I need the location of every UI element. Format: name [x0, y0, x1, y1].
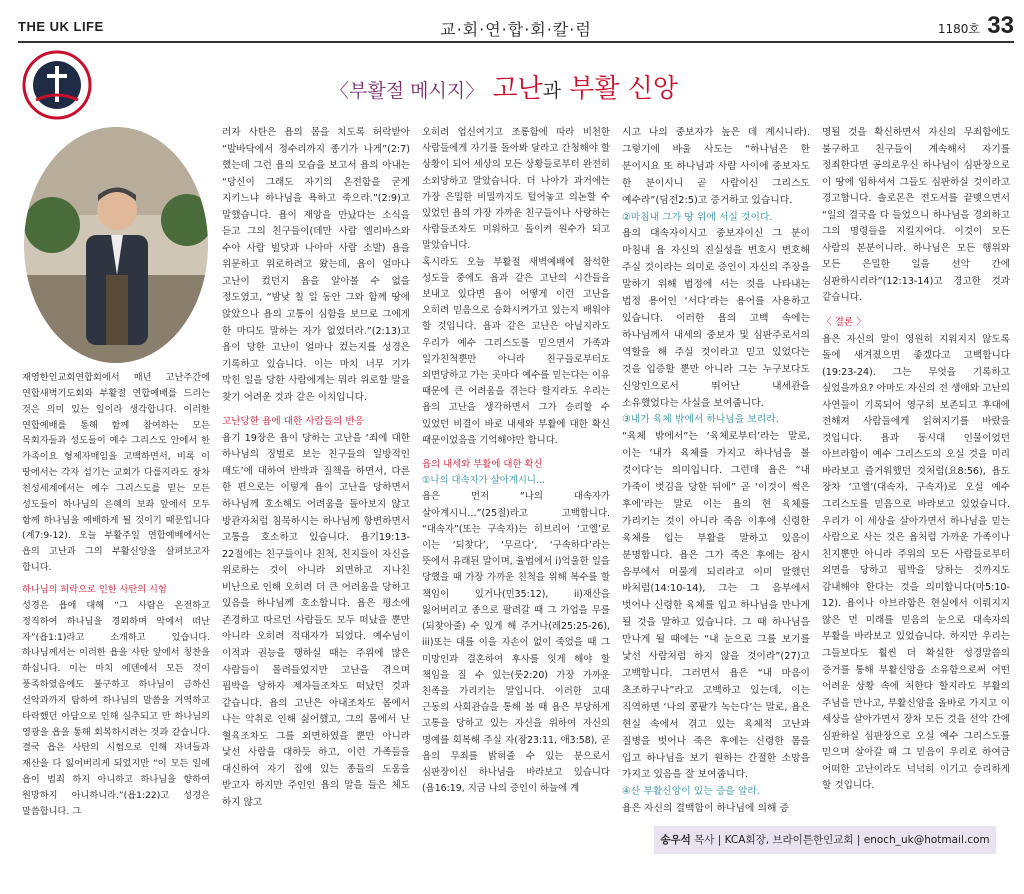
title-part1: 고난: [492, 74, 543, 104]
section-title: 교·회·연·합·회·칼·럼: [440, 20, 592, 39]
column-5: [822, 125, 1010, 795]
title-part2: 부활 신앙: [569, 74, 679, 104]
subsection-heading: ②마침내 그가 땅 위에 서실 것이다.: [622, 211, 773, 223]
article-title: [330, 68, 678, 105]
section-heading: 욥의 내세와 부활에 대한 확신: [422, 459, 543, 471]
author-role: 목사 | KCA회장, 브라이튼한인교회 | enoch_uk@hotmail.com: [694, 834, 990, 846]
intro-paragraph: 재영한인교회연합회에서 매년 고난주간에 연합새벽기도회와 부활절 연합예배를 드리는 것은 의미 있는 일이라 생각합니다. 이러한 연합예배를 통해 함께 참여하는 모든 목회자들과 성도들이 예수 그리스도 안에서 한 가족이요 형제자매임을 고백하면서, 비록 이 땅에서는 각자 섬기는 교회가 다를지라도 장차 천성세계에서는 예수 그리스도를 믿는 모든 성도들이 하나님의 은혜의 보좌 앞에서 모두 함께 하나님을 예배하게 될 것이기 때문입니다(계7:9-12). 오늘 부활주일 연합예배에서는 욥의 고난과 그의 부활신앙을 살펴보고자 합니다.: [22, 372, 210, 574]
paragraph: 오히려 업신여기고 조롱함에 따라 비천한 사람들에게 자기를 돌아봐 달라고 간청해야 할 상황이 되어 세상의 모든 상황들로부터 완전히 소외당하고 말았습니다. 더 나아가 과거에는 가장 은밀한 비밀까지도 털어놓고 의논할 수 있었던 욥의 가장 가까운 친구들이나 사랑하는 사람들조차도 미워하고 돌이켜 원수가 되고 말았습니다.: [422, 127, 610, 252]
column-2: [222, 125, 410, 811]
paragraph: 러자 사탄은 욥의 몸을 치도록 허락받아 “발바닥에서 정수리까지 종기가 나게”(2:7) 했는데 그런 욥의 모습을 보고서 욥의 아내는 “당신이 그래도 자기의 온전함을 굳게 지키느냐 하나님을 욕하고 죽으라.”(2:9)고 말했습니다. 욥이 재앙을 만났다는 소식을 듣고 그의 친구들이(데만 사람 엘리바스와 수아 사람 빌닷과 나아마 사람 소발) 욥을 위문하고 위로하려고 왔는데, 욥이 얼마나 고난이 컸던지 욥을 알아볼 수 없을 정도였고, “밤낮 칠 일 동안 그와 함께 땅에 앉았으나 욥의 고통이 심함을 보므로 그에게 한 마디도 말하는 자가 없었더라.”(2:13)고 욥이 당한 고난이 얼마나 컸는지를 성경은 기록하고 있습니다. 이는 마치 너무 기가 막힌 일을 당한 사람에게는 뭐라 위로할 말을 찾기 어려운 것과 같은 이치입니다.: [222, 127, 410, 403]
publication-name: THE UK LIFE: [18, 19, 104, 34]
paragraph: 욥은 먼저 “나의 대속자가 살아계시니…”(25절)라고 고백합니다. “대속자”(또는 구속자)는 히브리어 ‘고엘’로 이는 ‘되찾다’, ‘무르다’, ‘구속하다’라는 뜻에서 유래된 말이며, 율법에서 i)억울한 일을 당했을 때 가장 가까운 친척을 위해 복수를 할 책임이 있거나(민35:12), ii)재산을 잃어버리고 종으로 팔려갈 때 그 가업을 무를(되찾아줄) 수 있게 해 주거나(레25:25-26), iii)또는 대를 이을 자손이 없이 죽었을 때 그 미망인과 결혼하여 후사를 잇게 해야 할 책임을 질 수 있는(룻2:20) 가장 가까운 친족을 가리키는 말입니다. 이러한 고대 근동의 사회관습을 통해 볼 때 욥은 부당하게 고통을 당하고 있는 자신을 위하여 자신의 명예를 회복해 주실 자(잠23:11, 애3:58), 곧 욥의 무죄를 밝혀줄 수 있는 분으로서 심판장이신 하나님을 바라보고 있습니다(욥16:19, 지금 나의 증인이 하늘에 계: [422, 491, 610, 795]
title-conj: 과: [542, 80, 562, 102]
author-byline: [654, 826, 996, 854]
paragraph: 욥기 19장은 욥이 당하는 고난을 ‘죄에 대한 하나님의 징벌로 보는 친구들의 일방적인 매도’에 대하여 반박과 질책을 하면서, 다른 한 편으로는 이렇게 욥이 고난을 당하면서 하나님께 호소해도 어려움을 돌아보지 않고 방관자처럼 침묵하시는 하나님께 항변하면서 고통을 호소하고 있습니다. 욥기19:13-22절에는 친구들이나 친척, 친지들이 자신을 위로하는 것이 아니라 외면하고 지나친 비난으로 인해 오히려 더 큰 어려움을 당하고 있음을 하나님께 호소합니다. 욥은 평소에 존경하고 따르던 사람들도 모두 떠났을 뿐만 아니라 오히려 적대자가 되었다. 예수님이 이적과 권능을 행하실 때는 주위에 많은 사람들이 몰려들었지만 고난을 겪으며 핍박을 당하자 제자들조차도 떠났던 것과 같습니다. 욥의 고난은 아내조차도 몸에서 나는 악취로 인해 싫어했고, 그의 몸에서 난 혈육조차도 그를 외면하였을 뿐만 아니라 낯선 사람을 대하듯 하고, 이런 가족들을 대신하여 자기 집에 있는 종들의 도움을 받고자 하지만 주인인 욥의 말을 들은 체도 하지 않고: [222, 432, 410, 808]
column-3: [422, 125, 610, 797]
title-tag: 〈부활절 메시지〉: [330, 80, 485, 102]
issue-number: 1180호: [937, 22, 980, 36]
paragraph: 욥은 자신의 말이 영원히 지워지지 않도록 돌에 새겨졌으면 좋겠다고 고백합니다(19:23-24). 그는 무엇을 기록하고 싶었을까요? 아마도 자신의 전 생애와 고난의 사연들이 기록되어 영구히 보존되고 후대에 전해져 사람들에게 읽혀지기를 바랐을 것입니다. 욥과 동시대 인물이었던 아브라함이 예수 그리스도의 오실 것을 미리 바라보고 즐거워했던 것처럼(요8:56), 욥도 장차 ‘고엘’(대속자, 구속자)로 오실 예수 그리스도를 믿음으로 바라보고 있었습니다. 우리가 이 세상을 살아가면서 하나님을 믿는 사람으로 사는 것은 욥처럼 가까운 가족이나 친지뿐만 아니라 주위의 모든 사람들로부터 외면을 당하고 핍박을 당하는 것까지도 감내해야 한다는 것을 의미합니다(마5:10-12). 욥이나 아브라함은 현실에서 이뤄지지 않은 먼 미래를 믿음의 눈으로 대속자의 부활을 바라보고 있었습니다. 하지만 우리는 그들보다도 훨씬 더 확실한 성경말씀의 증거를 통해 부활신앙을 소유함으로써 어떤 어려운 상황 속에 처한다 할지라도 부활의 주님을 만나고, 부활신앙을 올바로 가지고 이 세상을 살아가면서 장차 모든 것을 선악 간에 심판하실 심판장으로 오실 예수 그리스도를 믿으며 살아갈 때 그 믿음이 우리로 하여금 어떠한 고난이라도 넉넉히 이기고 승리하게 할 것입니다.: [822, 333, 1010, 792]
paragraph: 시고 나의 중보자가 높은 데 계시니라). 그렇기에 바울 사도는 “하나님은 한 분이시요 또 하나님과 사람 사이에 중보자도 한 분이시니 곧 사람이신 그리스도 예수라”(딤전2:5)고 증거하고 있습니다.: [622, 127, 810, 206]
paragraph: “육체 밖에서”는 ‘육체로부터’라는 말로, 이는 ‘내가 육체를 가지고 하나님을 볼 것이다’는 의미입니다. 그런데 욥은 “내 가죽이 벗김을 당한 뒤에” 곧 ‘이것이 썩은 후에’라는 말로 이는 욥의 현 육체를 가리키는 것이 아니라 죽음 이후에 신령한 육체를 입는 부활을 말하고 있음이 분명합니다. 욥은 그가 죽은 후에는 잠시 음부에서 머물게 되리라고 이미 말했던 바처럼(14:10-14), 그는 그 음부에서 벗어나 신령한 육체를 입고 하나님을 만나게 될 것을 말하고 있습니다. 그 때 하나님을 만나게 될 때에는 “내 눈으로 그를 보기를 낯선 사람처럼 하지 않을 것이라”(27)고 고백합니다. 그러면서 욥은 “내 마음이 초조하구나”라고 고백하고 있는데, 이는 직역하면 ‘나의 콩팥가 녹는다’는 말로, 욥은 현실 속에서 겪고 있는 육체적 고난과 질병을 벗어나 죽은 후에는 신령한 몸을 입고 하나님을 보기 원하는 간절한 소망을 가지고 있음을 잘 보여줍니다.: [622, 431, 810, 781]
column-4: [622, 125, 810, 818]
church-association-logo-icon: [22, 50, 92, 120]
paragraph: 성경은 욥에 대해 “그 사람은 온전하고 정직하여 하나님을 경외하며 악에서 떠난 자”(욥1:1)라고 소개하고 있습니다. 하나님께서는 이러한 욥을 사탄 앞에서 칭찬을 하십니다. 이는 마치 에덴에서 모든 것이 풍족하였음에도 불구하고 하나님이 금하신 선악과까지 탐하여 하나님의 말씀을 거역하고 타락했던 아담으로 인해 실추되고 만 하나님의 영광을 욥을 통해 회복하시려는 것과 같습니다. 결국 욥은 사탄의 시험으로 인해 자녀들과 재산을 다 잃어버리게 되었지만 “이 모든 일에 욥이 범죄 하지 아니하고 하나님을 향하여 원망하지 아니하니라.”(욥1:22)고 성경은 말씀합니다. 그: [22, 599, 210, 817]
author-name: 송우석: [660, 834, 691, 846]
section-heading: 〈 결론 〉: [822, 317, 866, 329]
paragraph: 명될 것을 확신하면서 자신의 무죄함에도 불구하고 친구들이 계속해서 자기를 정죄한다면 공의로우신 하나님이 심판장으로 이 땅에 임하셔서 그들도 심판하실 것이라고 경고합니다. 솔로몬은 전도서를 끝맺으면서 “일의 결국을 다 들었으니 하나님을 경외하고 그의 명령들을 지킬지어다. 이것이 모든 사람의 본분이니라. 하나님은 모든 행위와 모든 은밀한 일을 선악 간에 심판하시리라”(12:13-14)고 경고한 것과 같습니다.: [822, 127, 1010, 304]
paragraph: 욥의 대속자이시고 중보자이신 그 분이 마침내 욥 자신의 진실성을 변호시 변호해 주실 것이라는 의미로 증인이 자신의 주장을 말하기 위해 법정에 서는 것을 나타내는 법정 용어인 ‘서다’라는 용어를 사용하고 있습니다. 이러한 욥의 고백 속에는 하나님께서 내세의 중보자 및 심판주로서의 역할을 해 주실 것이라고 믿고 있었다는 것을 입증할 뿐만 아니라 그는 누구보다도 신앙인으로서 뛰어난 내세관을 소유했었다는 사실을 보여줍니다.: [622, 228, 810, 409]
page-number: 33: [987, 12, 1014, 39]
column-1: [22, 370, 210, 820]
section-heading: 하나님의 허락으로 인한 사탄의 시험: [22, 583, 167, 595]
page-header: [18, 12, 1014, 40]
section-heading: 고난당한 욥에 대한 사람들의 반응: [222, 416, 364, 428]
subsection-heading: ①나의 대속자가 살아계시니...: [422, 475, 545, 487]
author-photo: [22, 125, 210, 365]
subsection-heading: ④산 부활신앙이 있는 증을 알라.: [622, 786, 760, 798]
subsection-heading: ③내가 육체 밖에서 하나님을 보리라.: [622, 414, 779, 426]
paragraph: 욥은 자신의 결백함이 하나님에 의해 증: [622, 803, 789, 815]
header-divider: [18, 41, 1014, 43]
paragraph: 혹시라도 오늘 부활절 새벽예배에 참석한 성도들 중에도 욥과 같은 고난의 시간들을 보내고 있다면 욥이 어떻게 이런 고난을 오히려 믿음으로 승화시켜가고 있는지 배워야 할 것입니다. 욥과 같은 고난은 아닐지라도 우리가 예수 그리스도를 믿으면서 가족과 일가친척뿐만 아니라 친구들로부터도 외면당하고 가는 곳마다 예수를 믿는다는 이유 때문에 큰 어려움을 겪는다 할지라도 우리는 욥의 고난을 생각하면서 그가 승리할 수 있었던 비결이 바로 내세와 부활에 대한 확신 때문이었음을 기억해야만 합니다.: [422, 256, 610, 446]
